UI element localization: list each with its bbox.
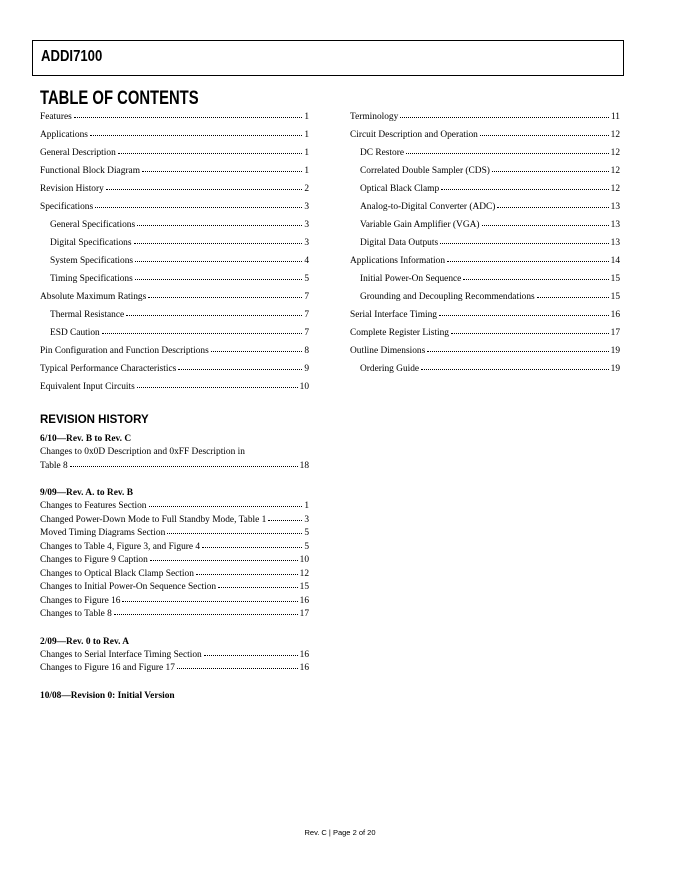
toc-entry-label: Complete Register Listing	[350, 328, 449, 338]
toc-entry-label: Functional Block Diagram	[40, 166, 140, 176]
toc-entry-page: 15	[610, 274, 620, 284]
revision-leader-dots	[114, 613, 298, 615]
toc-entry-label: Digital Specifications	[50, 238, 132, 248]
toc-entry-page: 8	[304, 346, 309, 356]
toc-entry-label: Circuit Description and Operation	[350, 130, 478, 140]
toc-entry-label: Digital Data Outputs	[360, 238, 439, 248]
toc-entry-label: Absolute Maximum Ratings	[40, 292, 147, 302]
revision-change-page: 17	[299, 609, 309, 619]
toc-leader-dots	[90, 134, 302, 136]
toc-entry-label: Applications Information	[350, 256, 446, 266]
toc-entry-label: Features	[40, 112, 72, 122]
revision-change-line	[40, 514, 309, 528]
toc-entry-page: 7	[304, 310, 309, 320]
toc-leader-dots	[441, 188, 608, 190]
revision-change-page: 5	[304, 541, 309, 552]
toc-entry-label: Specifications	[40, 202, 94, 212]
toc-entry-label: General Specifications	[50, 220, 136, 230]
revision-change-page: 16	[299, 663, 309, 673]
revision-change-line	[40, 662, 309, 676]
toc-entry-page: 3	[304, 220, 309, 230]
toc-entry[interactable]	[350, 234, 620, 252]
toc-entry-label: Outline Dimensions	[350, 346, 426, 356]
toc-entry[interactable]	[350, 252, 620, 270]
toc-entry[interactable]	[40, 288, 309, 306]
revision-leader-dots	[177, 667, 298, 669]
toc-entry[interactable]	[40, 144, 309, 162]
revision-leader-dots	[149, 505, 303, 507]
toc-entry[interactable]	[40, 360, 309, 378]
toc-entry[interactable]	[40, 324, 309, 342]
toc-entry-label: Equivalent Input Circuits	[40, 382, 135, 392]
toc-entry[interactable]	[350, 180, 620, 198]
revision-leader-dots	[218, 586, 298, 588]
revision-change-line	[40, 608, 309, 622]
toc-entry-page: 1	[304, 148, 309, 158]
toc-entry-label: Initial Power-On Sequence	[360, 274, 462, 284]
toc-entry-page: 16	[610, 310, 620, 320]
toc-leader-dots	[102, 332, 303, 334]
revision-block	[40, 433, 309, 473]
toc-entry-page: 1	[304, 112, 309, 122]
toc-entry-label: Optical Black Clamp	[360, 184, 440, 194]
toc-leader-dots	[211, 350, 303, 352]
revision-change-text: Changes to Features Section	[40, 501, 147, 511]
toc-entry[interactable]	[40, 216, 309, 234]
revision-title: 9/09—Rev. A. to Rev. B	[40, 488, 133, 498]
toc-entry-label: Thermal Resistance	[50, 310, 125, 320]
toc-entry-page: 11	[610, 112, 620, 122]
revision-change-text: Table 8	[40, 460, 68, 471]
toc-leader-dots	[400, 116, 609, 118]
toc-leader-dots	[135, 260, 302, 262]
toc-entry-label: Revision History	[40, 184, 104, 194]
revision-change-text: Changes to Figure 16 and Figure 17	[40, 663, 175, 673]
revision-title: 10/08—Revision 0: Initial Version	[40, 690, 175, 701]
toc-leader-dots	[135, 278, 303, 280]
revision-change-line	[40, 649, 309, 663]
toc-entry-page: 4	[304, 256, 309, 266]
toc-entry-page: 1	[304, 166, 309, 176]
toc-leader-dots	[178, 368, 302, 370]
toc-entry-label: Timing Specifications	[50, 274, 133, 284]
revision-change-page: 16	[299, 649, 309, 660]
toc-entry[interactable]	[350, 162, 620, 180]
toc-entry-label: Applications	[40, 130, 88, 140]
toc-leader-dots	[95, 206, 302, 208]
revision-change-text: Changes to Initial Power-On Sequence Section	[40, 582, 217, 592]
toc-entry-page: 19	[610, 364, 620, 374]
revision-change-line	[40, 541, 309, 555]
toc-entry-page: 3	[304, 202, 309, 212]
toc-entry-label: General Description	[40, 148, 116, 158]
toc-entry-label: Typical Performance Characteristics	[40, 364, 177, 374]
revision-change-page: 10	[299, 555, 309, 565]
toc-entry-page: 12	[610, 184, 620, 194]
toc-entry[interactable]	[350, 342, 620, 360]
toc-entry-label: Terminology	[350, 112, 399, 122]
toc-entry-label: Pin Configuration and Function Descriptions	[40, 346, 209, 356]
toc-entry[interactable]	[40, 126, 309, 144]
toc-entry-page: 12	[610, 130, 620, 140]
toc-leader-dots	[142, 170, 302, 172]
revision-leader-dots	[268, 519, 302, 521]
toc-column-left	[40, 108, 309, 396]
toc-entry-page: 19	[610, 346, 620, 356]
toc-entry-label: Variable Gain Amplifier (VGA)	[360, 220, 480, 230]
toc-leader-dots	[148, 296, 302, 298]
revision-change-page: 16	[299, 595, 309, 606]
toc-leader-dots	[480, 134, 609, 136]
toc-leader-dots	[439, 314, 609, 316]
toc-entry-page: 13	[610, 202, 620, 212]
toc-entry[interactable]	[40, 378, 309, 396]
toc-leader-dots	[134, 242, 303, 244]
revision-block	[40, 487, 309, 622]
revision-change-text: Changes to Figure 9 Caption	[40, 555, 148, 565]
revision-change-line	[40, 500, 309, 514]
revision-change-text: Changes to Serial Interface Timing Section	[40, 649, 202, 660]
toc-entry-page: 1	[304, 130, 309, 140]
revision-history	[40, 433, 309, 717]
revision-block	[40, 636, 309, 676]
toc-entry[interactable]	[350, 360, 620, 378]
toc-heading: TABLE OF CONTENTS	[40, 88, 199, 109]
revision-leader-dots	[202, 546, 302, 548]
toc-leader-dots	[497, 206, 608, 208]
toc-entry[interactable]	[350, 144, 620, 162]
toc-entry-label: System Specifications	[50, 256, 134, 266]
revision-title: 2/09—Rev. 0 to Rev. A	[40, 636, 130, 647]
revision-change-text: Changes to 0x0D Description and 0xFF Description in	[40, 447, 245, 457]
toc-leader-dots	[447, 260, 609, 262]
document-header	[32, 40, 624, 76]
toc-entry-page: 13	[610, 238, 620, 248]
toc-leader-dots	[421, 368, 609, 370]
toc-entry[interactable]	[350, 108, 620, 126]
revision-change-line	[40, 595, 309, 609]
toc-entry-label: Grounding and Decoupling Recommendations	[360, 292, 535, 302]
toc-entry[interactable]	[350, 198, 620, 216]
revision-leader-dots	[167, 532, 302, 534]
toc-leader-dots	[537, 296, 609, 298]
toc-entry[interactable]	[40, 270, 309, 288]
toc-entry[interactable]	[40, 162, 309, 180]
revision-history-heading: REVISION HISTORY	[40, 414, 149, 426]
toc-leader-dots	[137, 224, 302, 226]
revision-change-line	[40, 527, 309, 541]
revision-change-page: 5	[304, 528, 309, 538]
toc-entry-page: 10	[299, 382, 309, 392]
revision-change-page: 18	[299, 460, 309, 471]
toc-entry[interactable]	[350, 126, 620, 144]
toc-leader-dots	[482, 224, 609, 226]
document-title: ADDI7100	[41, 48, 103, 65]
toc-entry-page: 7	[304, 328, 309, 338]
toc-column-right	[350, 108, 620, 378]
toc-entry[interactable]	[40, 342, 309, 360]
toc-entry[interactable]	[40, 234, 309, 252]
revision-change-text: Changes to Table 8	[40, 609, 112, 619]
revision-change-text: Changes to Table 4, Figure 3, and Figure 4	[40, 541, 201, 552]
page-footer: Rev. C | Page 2 of 20	[304, 828, 376, 837]
toc-entry-label: Serial Interface Timing	[350, 310, 437, 320]
toc-leader-dots	[451, 332, 609, 334]
revision-leader-dots	[204, 654, 298, 656]
toc-entry-page: 14	[610, 256, 620, 266]
toc-entry[interactable]	[40, 306, 309, 324]
revision-change-page: 12	[299, 568, 309, 579]
toc-entry-label: ESD Caution	[50, 328, 100, 338]
toc-entry[interactable]	[40, 180, 309, 198]
revision-change-text: Changes to Optical Black Clamp Section	[40, 568, 194, 579]
toc-leader-dots	[118, 152, 303, 154]
revision-change-page: 3	[304, 514, 309, 525]
toc-leader-dots	[137, 386, 298, 388]
toc-entry-page: 12	[610, 166, 620, 176]
toc-entry[interactable]	[350, 216, 620, 234]
revision-change-line	[40, 568, 309, 582]
toc-entry-page: 5	[304, 274, 309, 284]
revision-leader-dots	[122, 600, 297, 602]
toc-leader-dots	[74, 116, 303, 118]
toc-leader-dots	[463, 278, 608, 280]
toc-entry[interactable]	[40, 252, 309, 270]
revision-change-line	[40, 554, 309, 568]
revision-change-page: 1	[304, 501, 309, 511]
revision-change-text: Changes to Figure 16	[40, 595, 121, 606]
toc-entry-label: Correlated Double Sampler (CDS)	[360, 166, 490, 176]
toc-leader-dots	[440, 242, 609, 244]
toc-entry-page: 9	[304, 364, 309, 374]
revision-change-line	[40, 460, 309, 474]
toc-entry-page: 7	[304, 292, 309, 302]
toc-entry-page: 12	[610, 148, 620, 158]
revision-change-text: Moved Timing Diagrams Section	[40, 528, 166, 538]
toc-entry-page: 2	[304, 184, 309, 194]
revision-leader-dots	[150, 559, 298, 561]
toc-entry-page: 13	[610, 220, 620, 230]
toc-entry-page: 17	[610, 328, 620, 338]
toc-entry-page: 3	[304, 238, 309, 248]
revision-title: 6/10—Rev. B to Rev. C	[40, 434, 132, 444]
toc-leader-dots	[106, 188, 303, 190]
revision-block	[40, 690, 309, 703]
revision-change-line	[40, 581, 309, 595]
toc-entry-label: Ordering Guide	[360, 364, 420, 374]
toc-leader-dots	[427, 350, 608, 352]
toc-entry-label: Analog-to-Digital Converter (ADC)	[360, 202, 496, 212]
toc-entry[interactable]	[40, 198, 309, 216]
revision-change-text: Changed Power-Down Mode to Full Standby Mode, Table 1	[40, 514, 267, 525]
toc-entry[interactable]	[350, 288, 620, 306]
toc-entry[interactable]	[350, 324, 620, 342]
revision-leader-dots	[196, 573, 298, 575]
toc-leader-dots	[126, 314, 302, 316]
toc-entry-label: DC Restore	[360, 148, 405, 158]
toc-leader-dots	[406, 152, 609, 154]
toc-entry[interactable]	[350, 306, 620, 324]
toc-entry[interactable]	[40, 108, 309, 126]
revision-leader-dots	[70, 465, 298, 467]
revision-change-page: 15	[299, 582, 309, 592]
toc-leader-dots	[492, 170, 609, 172]
toc-entry[interactable]	[350, 270, 620, 288]
toc-entry-page: 15	[610, 292, 620, 302]
